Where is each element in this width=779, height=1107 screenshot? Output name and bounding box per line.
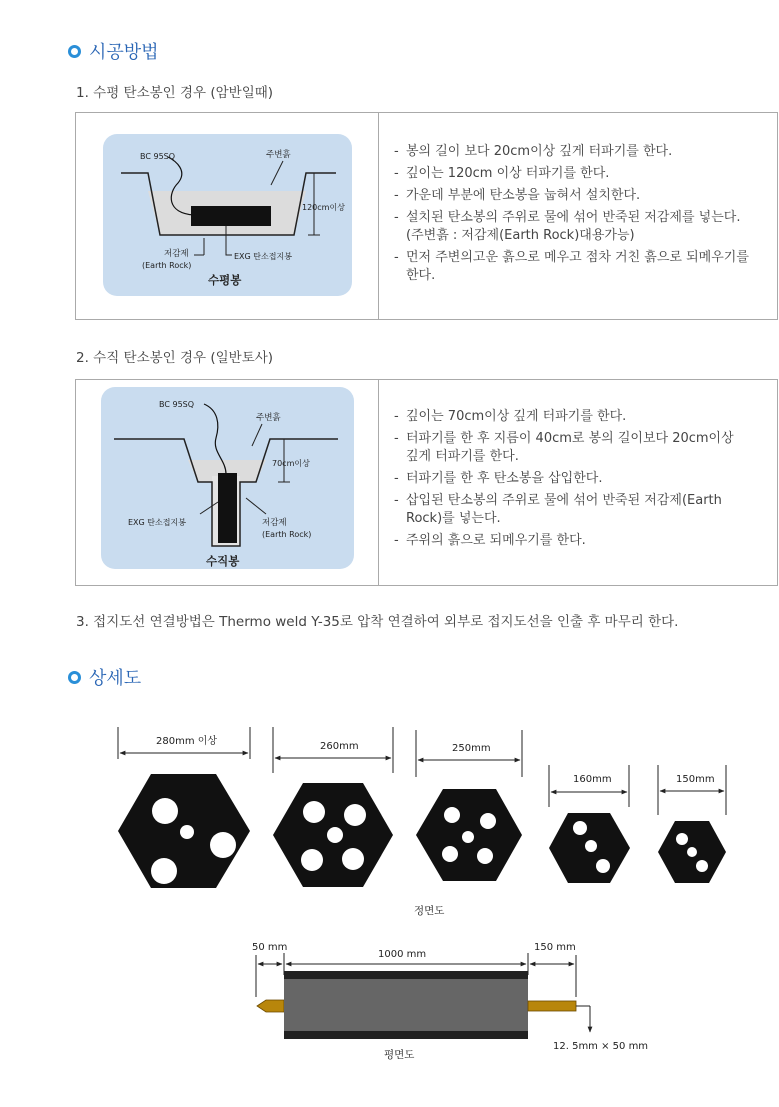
circle-bullet-icon	[68, 45, 81, 58]
plan-view-caption: 평면도	[384, 1049, 415, 1061]
size-label: 260mm	[320, 741, 359, 752]
diagram-caption: 수직봉	[206, 554, 240, 568]
hex-rod-280	[118, 727, 250, 888]
depth-label: 70cm이상	[272, 459, 310, 468]
soil-label: 주변흙	[256, 413, 281, 423]
diagram-caption: 수평봉	[208, 273, 242, 287]
size-label: 250mm	[452, 743, 491, 754]
tip-size-label: 12. 5mm × 50 mm	[553, 1041, 649, 1052]
method2-steps	[394, 408, 734, 554]
dim-body-label: 1000 mm	[378, 949, 427, 960]
step-item: - 봉의 길이 보다 20cm이상 깊게 터파기를 한다.	[394, 143, 749, 161]
step-item: - 터파기를 한 후 탄소봉을 삽입한다.	[394, 470, 734, 488]
agent-sub-label: (Earth Rock)	[262, 530, 312, 539]
step-item: - 설치된 탄소봉의 주위로 물에 섞어 반죽된 저감제를 넣는다. (주변흙 : 저감제(Earth Rock)대용가능)	[394, 209, 749, 245]
front-view-diagram	[0, 715, 779, 925]
vertical-rod-diagram	[76, 380, 378, 585]
dim-right-label: 150 mm	[534, 942, 576, 953]
exg-label: EXG 탄소접지봉	[128, 518, 186, 527]
depth-label: 120cm이상	[302, 203, 345, 212]
step-item: - 주위의 흙으로 되메우기를 한다.	[394, 532, 734, 550]
section-title-detail: 상세도	[68, 664, 141, 690]
bc-label: BC 95SQ	[159, 400, 195, 409]
size-label: 160mm	[573, 774, 612, 785]
method1-heading: 1. 수평 탄소봉인 경우 (암반일때)	[76, 85, 274, 101]
soil-label: 주변흙	[266, 150, 291, 160]
agent-label: 저감제	[164, 249, 189, 259]
method2-heading: 2. 수직 탄소봉인 경우 (일반토사)	[76, 350, 274, 366]
agent-label: 저감제	[262, 518, 287, 528]
hex-rod-260	[273, 727, 393, 887]
exg-label: EXG 탄소접지봉	[234, 252, 292, 261]
step-item: - 깊이는 120cm 이상 터파기를 한다.	[394, 165, 749, 183]
section-title-method: 시공방법	[68, 38, 159, 64]
step-item: - 삽입된 탄소봉의 주위로 물에 섞어 반죽된 저감제(Earth Rock)를 넣는다.	[394, 492, 734, 528]
agent-sub-label: (Earth Rock)	[142, 261, 192, 270]
hex-rod-160	[549, 765, 630, 883]
method2-box	[75, 379, 778, 586]
size-label: 150mm	[676, 774, 715, 785]
horizontal-rod-diagram	[76, 113, 378, 319]
step-item: - 터파기를 한 후 지름이 40cm로 봉의 길이보다 20cm이상 깊게 터파기를 한다.	[394, 430, 734, 466]
circle-bullet-icon	[68, 671, 81, 684]
step-item: - 먼저 주변의고운 흙으로 메우고 점차 거친 흙으로 되메우기를 한다.	[394, 249, 749, 285]
step-item: - 깊이는 70cm이상 깊게 터파기를 한다.	[394, 408, 734, 426]
hex-rod-150	[658, 765, 726, 883]
plan-view-diagram	[0, 935, 779, 1075]
front-view-caption: 정면도	[414, 905, 445, 917]
step-item: - 가운데 부분에 탄소봉을 눕혀서 설치한다.	[394, 187, 749, 205]
size-label: 280mm 이상	[156, 736, 218, 747]
dim-left-label: 50 mm	[252, 942, 288, 953]
method3-text: 3. 접지도선 연결방법은 Thermo weld Y-35로 압착 연결하여 외부로 접지도선을 인출 후 마무리 한다.	[76, 614, 679, 630]
hex-rod-250	[416, 730, 522, 881]
method1-steps	[394, 143, 749, 289]
bc-label: BC 95SQ	[140, 152, 176, 161]
method1-box	[75, 112, 778, 320]
